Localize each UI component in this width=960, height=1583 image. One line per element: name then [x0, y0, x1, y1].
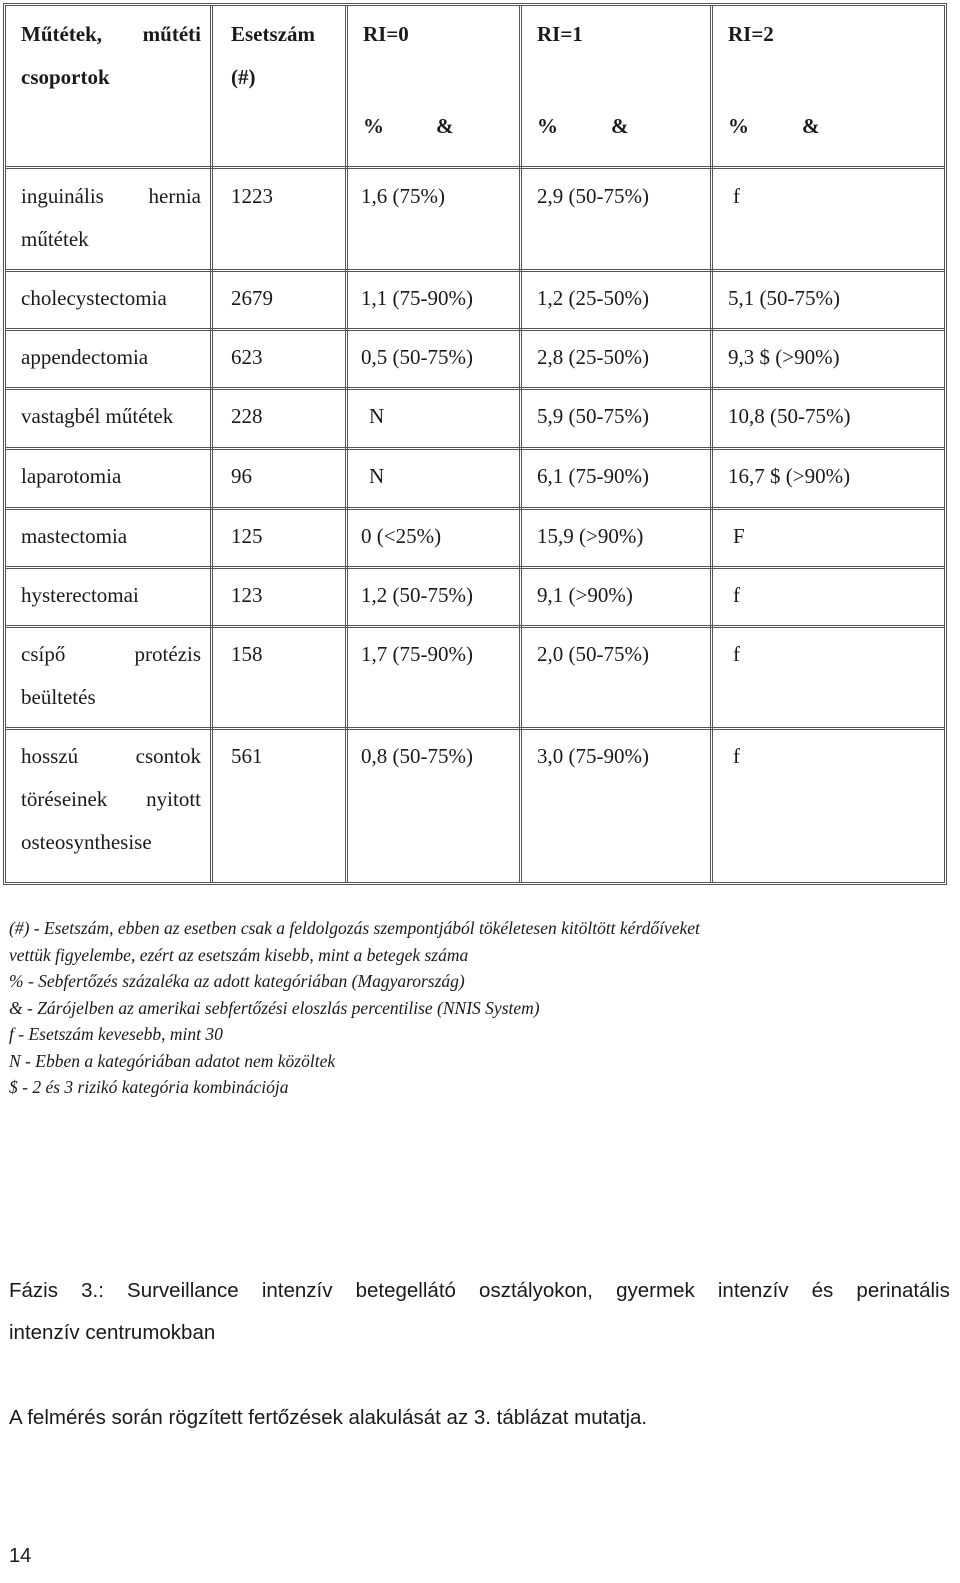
row-ri2-value: 5,1 (50-75%) [728, 286, 840, 310]
footnote: f - Esetszám kevesebb, mint 30 [9, 1024, 223, 1044]
footnote: & - Zárójelben az amerikai sebfertőzési eloszlás percentilise (NNIS System) [9, 997, 540, 1018]
row-ri2-value: 9,3 $ (>90%) [728, 345, 840, 369]
row-divider [6, 166, 944, 169]
header-ri2-percent: % [728, 114, 749, 138]
row-operation-name: csípő protézis beültetés [21, 642, 201, 709]
row-ri2-value: 10,8 (50-75%) [728, 404, 851, 428]
row-divider [6, 447, 944, 450]
phase-heading-line2: intenzív centrumokban [9, 1321, 216, 1344]
row-ri2-value: f [733, 184, 740, 208]
phase-heading-word: gyermek [616, 1279, 695, 1302]
row-divider [6, 566, 944, 569]
header-ri0-percent: % [363, 114, 384, 138]
row-divider [6, 269, 944, 272]
row-case-count: 158 [231, 642, 263, 666]
row-case-count: 125 [231, 524, 263, 548]
row-case-count: 228 [231, 404, 263, 428]
phase-heading [9, 1270, 950, 1354]
row-ri2-value: f [733, 583, 740, 607]
phase-heading-line1 [9, 1270, 950, 1312]
row-operation-name: vastagbél műtétek [21, 404, 174, 428]
column-divider [519, 6, 522, 882]
row-divider [6, 328, 944, 331]
row-ri1-value: 1,2 (25-50%) [537, 286, 649, 310]
row-operation-name: hosszú csontok töréseinek nyitott osteosynthesise [21, 744, 201, 854]
row-operation-name: hysterectomai [21, 583, 139, 607]
phase-heading-word: 3.: [81, 1279, 104, 1302]
row-ri1-value: 2,9 (50-75%) [537, 184, 649, 208]
row-ri1-value: 9,1 (>90%) [537, 583, 633, 607]
table-grid [6, 6, 944, 882]
phase-heading-word: intenzív [261, 1279, 333, 1302]
row-ri0-value: 0,5 (50-75%) [361, 345, 473, 369]
column-divider [210, 6, 213, 882]
header-ri1-amp: & [611, 114, 629, 138]
phase-heading-word: Surveillance [127, 1279, 239, 1302]
footnote: $ - 2 és 3 rizikó kategória kombinációja [9, 1077, 289, 1097]
row-ri0-value: 1,2 (50-75%) [361, 583, 473, 607]
row-case-count: 123 [231, 583, 263, 607]
row-ri0-value: 1,7 (75-90%) [361, 642, 473, 666]
footnote: (#) - Esetszám, ebben az esetben csak a feldolgozás szempontjából tökéletesen kitöltött kérdőíveket [9, 918, 700, 938]
row-divider [6, 727, 944, 730]
row-divider [6, 387, 944, 390]
row-ri1-value: 6,1 (75-90%) [537, 464, 649, 488]
row-ri2-value: f [733, 744, 740, 768]
row-case-count: 561 [231, 744, 263, 768]
phase-heading-word: intenzív [717, 1279, 789, 1302]
row-ri1-value: 2,0 (50-75%) [537, 642, 649, 666]
header-ri1: RI=1 [537, 22, 583, 46]
row-operation-name: mastectomia [21, 524, 128, 548]
header-ri1-percent: % [537, 114, 558, 138]
header-operation-groups: Műtétek, műtéti csoportok [21, 22, 201, 89]
header-case-count: Esetszám (#) [231, 22, 315, 89]
row-divider [6, 507, 944, 510]
row-ri2-value: F [733, 524, 745, 548]
phase-heading-word: osztályokon, [479, 1279, 593, 1302]
column-divider [345, 6, 348, 882]
page-number: 14 [9, 1545, 32, 1567]
header-ri0-amp: & [436, 114, 454, 138]
footnote: % - Sebfertőzés százaléka az adott kategóriában (Magyarország) [9, 971, 465, 991]
row-operation-name: appendectomia [21, 345, 149, 369]
row-case-count: 1223 [231, 184, 273, 208]
phase-heading-word: Fázis [9, 1279, 58, 1302]
row-operation-name: inguinális hernia műtétek [21, 184, 201, 251]
row-ri2-value: f [733, 642, 740, 666]
row-ri0-value: 0,8 (50-75%) [361, 744, 473, 768]
row-case-count: 96 [231, 464, 252, 488]
footnotes [9, 915, 954, 1101]
row-ri0-value: 1,1 (75-90%) [361, 286, 473, 310]
row-ri0-value: N [369, 464, 385, 488]
row-ri1-value: 3,0 (75-90%) [537, 744, 649, 768]
column-divider [710, 6, 713, 882]
header-ri0: RI=0 [363, 22, 409, 46]
row-operation-name: laparotomia [21, 464, 122, 488]
row-ri1-value: 2,8 (25-50%) [537, 345, 649, 369]
row-operation-name: cholecystectomia [21, 286, 167, 310]
row-ri1-value: 5,9 (50-75%) [537, 404, 649, 428]
row-divider [6, 625, 944, 628]
header-ri2-amp: & [802, 114, 820, 138]
row-ri0-value: N [369, 404, 385, 428]
header-ri2: RI=2 [728, 22, 774, 46]
row-case-count: 2679 [231, 286, 273, 310]
row-ri0-value: 0 (<25%) [361, 524, 442, 548]
row-ri1-value: 15,9 (>90%) [537, 524, 644, 548]
footnote: N - Ebben a kategóriában adatot nem közöltek [9, 1050, 336, 1071]
data-table [3, 3, 947, 885]
table-reference-sentence: A felmérés során rögzített fertőzések alakulását az 3. táblázat mutatja. [9, 1406, 648, 1429]
phase-heading-word: betegellátó [355, 1279, 456, 1302]
phase-heading-word: és [811, 1279, 834, 1302]
row-ri0-value: 1,6 (75%) [361, 184, 445, 208]
row-case-count: 623 [231, 345, 263, 369]
phase-heading-word: perinatális [856, 1279, 950, 1302]
footnote: vettük figyelembe, ezért az esetszám kisebb, mint a betegek száma [9, 944, 469, 965]
row-ri2-value: 16,7 $ (>90%) [728, 464, 851, 488]
